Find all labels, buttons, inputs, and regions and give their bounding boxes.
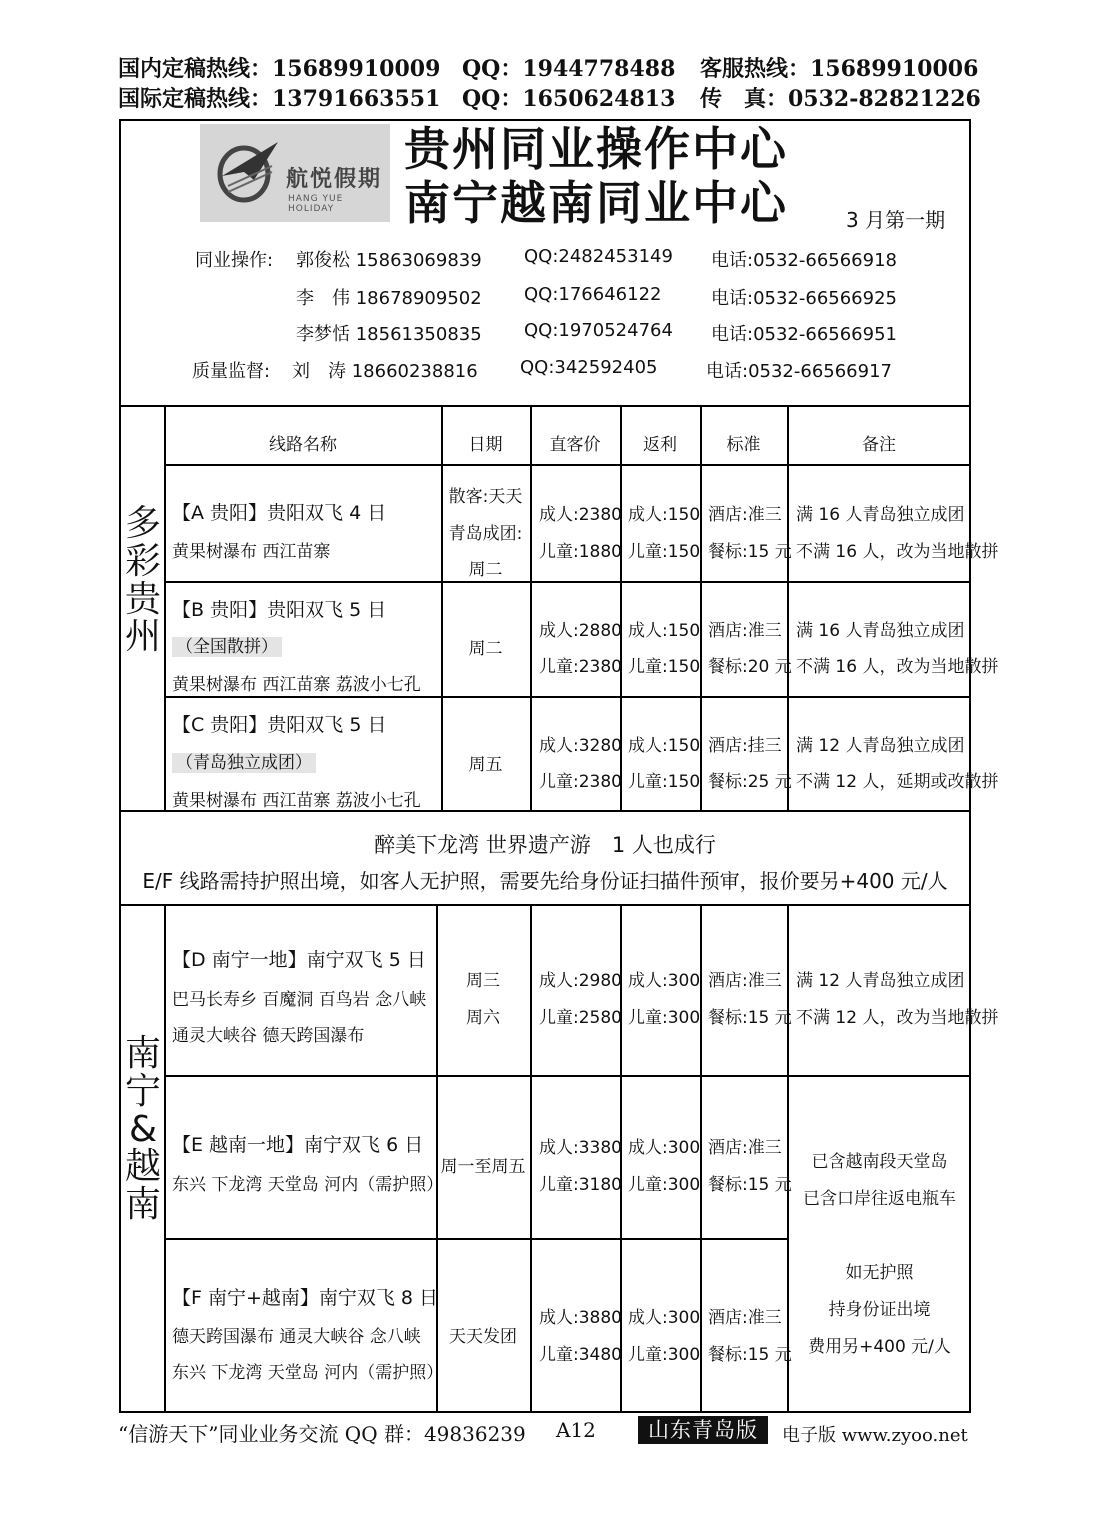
divider (165, 696, 971, 698)
contact-qq: QQ:2482453149 (524, 246, 673, 267)
note-line: 费用另+400 元/人 (808, 1337, 951, 1357)
hotel-standard: 酒店:准三 (708, 1138, 782, 1158)
route-name: 【C 贵阳】贵阳双飞 5 日 (172, 714, 387, 736)
adult-rebate: 成人:300 (628, 971, 701, 991)
contact-qq: QQ:176646122 (524, 284, 662, 305)
child-price: 儿童:2580 (539, 1008, 622, 1028)
hotel-standard: 酒店:准三 (708, 971, 782, 991)
quality-label: 质量监督: (192, 361, 271, 382)
col-header-notes: 备注 (862, 435, 896, 455)
logo-text-en: HANG YUE HOLIDAY (288, 194, 344, 214)
domestic-qq: QQ：1944778488 (462, 56, 676, 82)
promo-banner: 醉美下龙湾 世界遗产游 1 人也成行 (374, 833, 716, 857)
date-line: 周二 (468, 639, 503, 659)
contact-tel: 电话:0532-66566918 (711, 250, 897, 271)
hotel-standard: 酒店:准三 (708, 1308, 782, 1328)
fax: 传 真：0532-82821226 (700, 86, 981, 112)
child-price: 儿童:3180 (539, 1175, 622, 1195)
child-price: 儿童:3480 (539, 1345, 622, 1365)
note-line: 已含越南段天堂岛 (811, 1152, 948, 1172)
hotel-standard: 酒店:准三 (708, 621, 782, 641)
route-spots: 德天跨国瀑布 通灵大峡谷 念八峡 (172, 1327, 421, 1347)
footer-website: 电子版 www.zyoo.net (782, 1425, 968, 1446)
date-line: 散客:天天 (448, 487, 523, 507)
date-line: 青岛成团: (448, 524, 523, 544)
divider (165, 1238, 788, 1240)
divider (530, 405, 532, 810)
meal-standard: 餐标:20 元 (708, 657, 792, 677)
child-rebate: 儿童:300 (628, 1175, 701, 1195)
divider (165, 581, 971, 583)
footer-qq-group: “信游天下”同业业务交流 QQ 群：49836239 (118, 1422, 526, 1446)
route-name: 【D 南宁一地】南宁双飞 5 日 (172, 949, 426, 971)
adult-price: 成人:3380 (539, 1138, 622, 1158)
divider (165, 1075, 971, 1077)
divider (119, 405, 971, 407)
adult-rebate: 成人:300 (628, 1308, 701, 1328)
route-spots: 黄果树瀑布 西江苗寨 荔波小七孔 (172, 675, 421, 695)
contact-label: 同业操作: (195, 250, 274, 271)
route-spots: 黄果树瀑布 西江苗寨 (172, 542, 331, 562)
note-line: 满 12 人青岛独立成团 (796, 736, 965, 756)
note-line: 不满 16 人，改为当地散拼 (796, 542, 999, 562)
adult-price: 成人:2380 (539, 505, 622, 525)
intl-hotline: 国际定稿热线：13791663551 (118, 86, 441, 112)
meal-standard: 餐标:25 元 (708, 772, 792, 792)
child-price: 儿童:2380 (539, 772, 622, 792)
adult-rebate: 成人:150 (628, 736, 701, 756)
contact-qq: QQ:342592405 (520, 357, 658, 378)
meal-standard: 餐标:15 元 (708, 542, 792, 562)
note-line: 满 12 人青岛独立成团 (796, 971, 965, 991)
date-line: 周二 (468, 560, 503, 580)
adult-price: 成人:3280 (539, 736, 622, 756)
divider (530, 904, 532, 1413)
note-line: 不满 12 人，延期或改散拼 (796, 772, 999, 792)
hotel-standard: 酒店:挂三 (708, 736, 782, 756)
date-line: 周六 (466, 1008, 500, 1028)
note-line: 如无护照 (845, 1263, 914, 1283)
note-line: 满 16 人青岛独立成团 (796, 505, 965, 525)
service-hotline: 客服热线：15689910006 (700, 56, 979, 82)
intl-qq: QQ：1650624813 (462, 86, 676, 112)
route-spots: 黄果树瀑布 西江苗寨 荔波小七孔 (172, 791, 421, 811)
contact-tel: 电话:0532-66566925 (711, 288, 897, 309)
passport-notice: E/F 线路需持护照出境，如客人无护照，需要先给身份证扫描件预审，报价要另+400 元/人 (142, 869, 948, 893)
divider (700, 904, 702, 1413)
contact-qq: QQ:1970524764 (524, 320, 673, 341)
adult-price: 成人:3880 (539, 1308, 622, 1328)
contact-tel: 电话:0532-66566951 (711, 324, 897, 345)
date-line: 天天发团 (449, 1327, 517, 1347)
child-price: 儿童:1880 (539, 542, 622, 562)
section-label-guizhou: 多彩贵州 (124, 503, 161, 658)
adult-price: 成人:2980 (539, 971, 622, 991)
section-label-nanning-vietnam: 南 宁 & 越 南 (124, 1033, 161, 1226)
date-line: 周三 (466, 971, 500, 991)
col-header-standard: 标准 (726, 435, 761, 455)
divider (165, 464, 971, 466)
date-line: 周一至周五 (440, 1157, 526, 1177)
divider (700, 405, 702, 810)
page-title-1: 贵州同业操作中心 (404, 122, 788, 176)
note-line: 满 16 人青岛独立成团 (796, 621, 965, 641)
adult-rebate: 成人:150 (628, 505, 701, 525)
logo (200, 124, 390, 222)
page-title-2: 南宁越南同业中心 (404, 176, 788, 230)
col-header-rebate: 返利 (643, 435, 677, 455)
domestic-hotline: 国内定稿热线：15689910009 (118, 56, 441, 82)
page-number: A12 (556, 1418, 596, 1442)
child-rebate: 儿童:150 (628, 657, 701, 677)
meal-standard: 餐标:15 元 (708, 1008, 792, 1028)
note-line: 不满 12 人，改为当地散拼 (796, 1008, 999, 1028)
route-name: 【E 越南一地】南宁双飞 6 日 (172, 1134, 424, 1156)
child-rebate: 儿童:150 (628, 772, 701, 792)
logo-text-cn: 航悦假期 (286, 167, 383, 192)
contact-name: 李 伟 18678909502 (296, 288, 482, 309)
col-header-price: 直客价 (549, 435, 601, 455)
route-name: 【F 南宁+越南】南宁双飞 8 日 (172, 1287, 439, 1309)
issue-label: 3 月第一期 (846, 208, 946, 232)
route-name: 【B 贵阳】贵阳双飞 5 日 (172, 599, 387, 621)
route-spots: 东兴 下龙湾 天堂岛 河内（需护照） (172, 1363, 444, 1383)
route-spots: 通灵大峡谷 德天跨国瀑布 (172, 1026, 365, 1046)
adult-rebate: 成人:300 (628, 1138, 701, 1158)
child-price: 儿童:2380 (539, 657, 622, 677)
contact-name: 郭俊松 15863069839 (296, 250, 482, 271)
contact-name: 刘 涛 18660238816 (292, 361, 478, 382)
child-rebate: 儿童:300 (628, 1345, 701, 1365)
child-rebate: 儿童:150 (628, 542, 701, 562)
col-header-date: 日期 (468, 435, 503, 455)
route-spots: 巴马长寿乡 百魔洞 百鸟岩 念八峡 (172, 990, 427, 1010)
col-header-route: 线路名称 (269, 435, 337, 455)
meal-standard: 餐标:15 元 (708, 1345, 792, 1365)
note-line: 持身份证出境 (828, 1300, 931, 1320)
contact-tel: 电话:0532-66566917 (706, 361, 892, 382)
adult-rebate: 成人:150 (628, 621, 701, 641)
adult-price: 成人:2880 (539, 621, 622, 641)
date-line: 周五 (468, 755, 503, 775)
hotel-standard: 酒店:准三 (708, 505, 782, 525)
meal-standard: 餐标:15 元 (708, 1175, 792, 1195)
route-name: 【A 贵阳】贵阳双飞 4 日 (172, 502, 387, 524)
edition-badge: 山东青岛版 (638, 1416, 768, 1444)
plane-logo-icon (214, 136, 280, 206)
contact-name: 李梦恬 18561350835 (296, 324, 482, 345)
note-line: 已含口岸往返电瓶车 (803, 1189, 956, 1209)
child-rebate: 儿童:300 (628, 1008, 701, 1028)
divider (119, 904, 971, 906)
route-spots: 东兴 下龙湾 天堂岛 河内（需护照） (172, 1175, 444, 1195)
divider (787, 405, 789, 810)
route-tag: （全国散拼） (172, 632, 282, 657)
note-line: 不满 16 人，改为当地散拼 (796, 657, 999, 677)
route-tag: （青岛独立成团） (172, 748, 316, 773)
